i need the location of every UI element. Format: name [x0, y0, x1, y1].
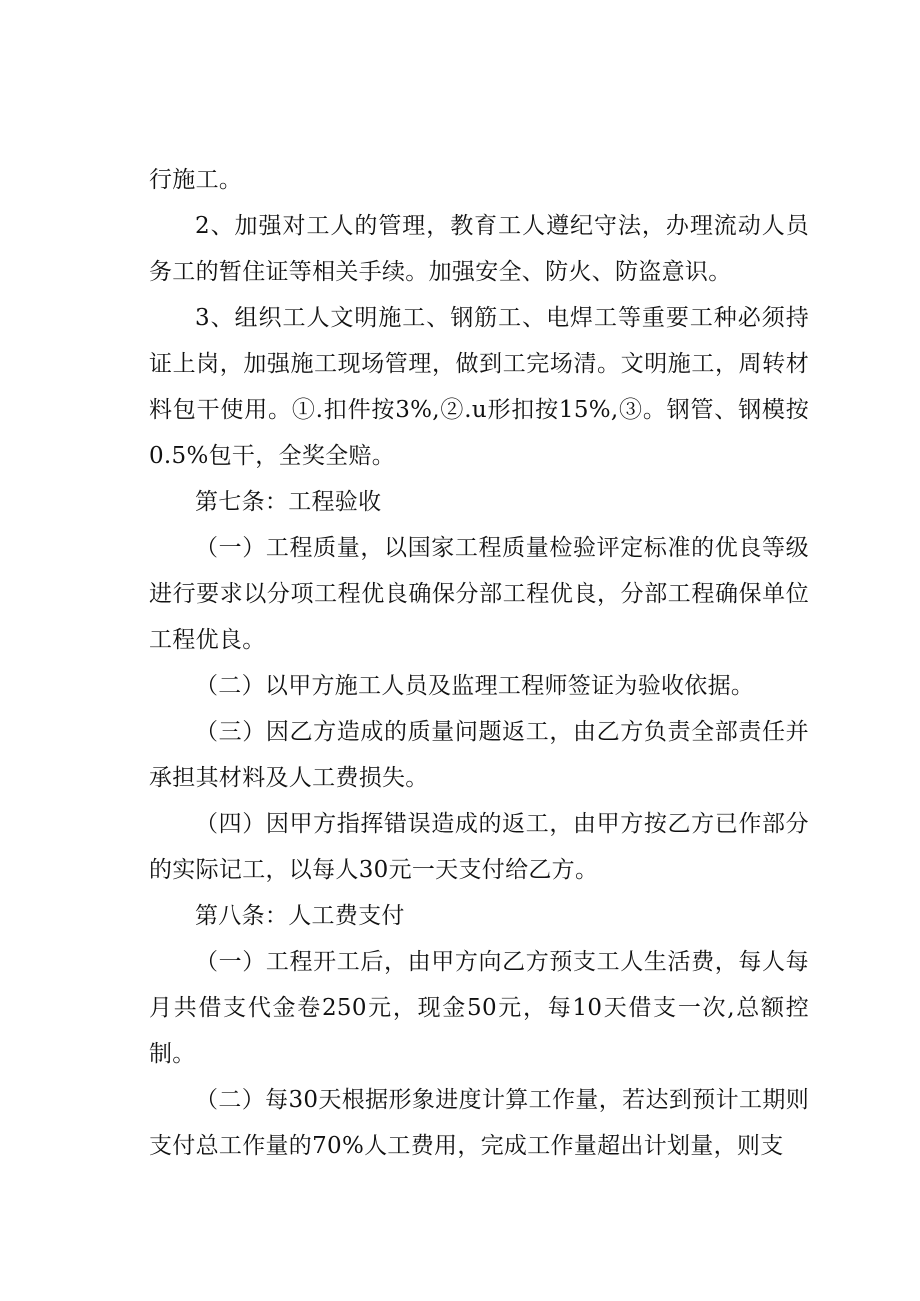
article-8-heading: 第八条：人工费支付 [195, 903, 405, 929]
paragraph-party-b-rework: （三）因乙方造成的质量问题返工，由乙方负责全部责任并承担其材料及人工费损失。 [149, 719, 809, 791]
paragraph-party-a-rework: （四）因甲方指挥错误造成的返工，由甲方按乙方已作部分的实际记工，以每人30元一天支付给乙方。 [149, 811, 809, 883]
paragraph-civilized-construction: 3、组织工人文明施工、钢筋工、电焊工等重要工种必须持证上岗，加强施工现场管理，做到工完场清。文明施工，周转材料包干使用。①.扣件按3%,②.u形扣按15%,③。钢管、钢模按0.5%包干，全奖全赔。 [149, 305, 809, 469]
paragraph-worker-management: 2、加强对工人的管理，教育工人遵纪守法，办理流动人员务工的暂住证等相关手续。加强安全、防火、防盗意识。 [149, 213, 809, 285]
paragraph-quality: （一）工程质量，以国家工程质量检验评定标准的优良等级进行要求以分项工程优良确保分部工程优良，分部工程确保单位工程优良。 [149, 535, 809, 653]
document-body [149, 157, 809, 1169]
paragraph-workload-payment: （二）每30天根据形象进度计算工作量，若达到预计工期则支付总工作量的70%人工费用，完成工作量超出计划量，则支 [149, 1087, 809, 1159]
article-7-heading: 第七条：工程验收 [195, 489, 382, 515]
paragraph-living-expenses: （一）工程开工后，由甲方向乙方预支工人生活费，每人每月共借支代金卷250元，现金50元，每10天借支一次,总额控制。 [149, 949, 809, 1067]
paragraph-acceptance-basis: （二）以甲方施工人员及监理工程师签证为验收依据。 [195, 673, 755, 699]
paragraph-continuation: 行施工。 [149, 167, 243, 193]
